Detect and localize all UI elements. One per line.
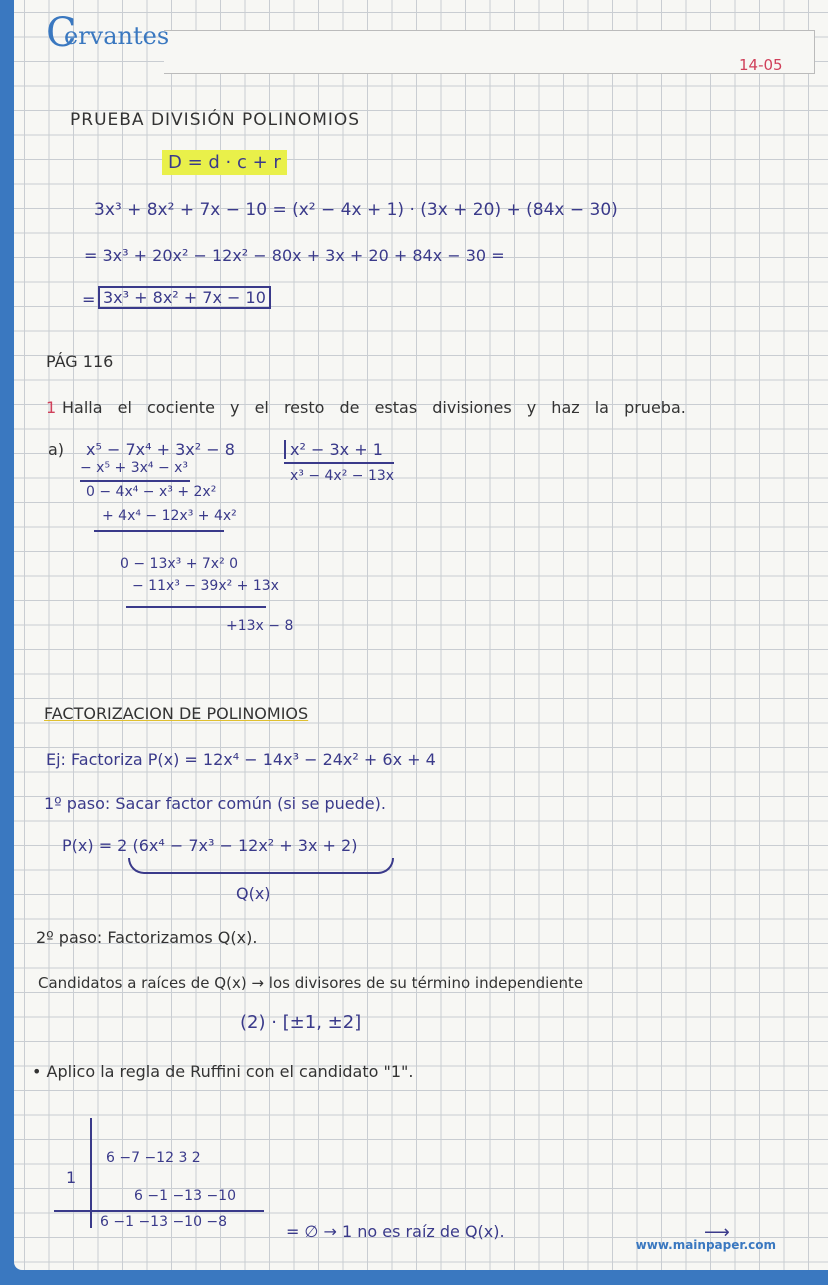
item-label: a) [48,440,65,459]
division-step: − 11x³ − 39x² + 13x [132,578,279,594]
conclusion: = ∅ → 1 no es raíz de Q(x). [286,1222,505,1241]
ruffini-candidate: 1 [66,1168,77,1187]
quotient: x³ − 4x² − 13x [290,468,395,484]
equation-line: 3x³ + 8x² + 7x − 10 = (x² − 4x + 1) · (3x + 20) + (84x − 30) [94,200,618,220]
formula-highlight: D = d · c + r [162,150,287,175]
equation-line: = 3x³ + 20x² − 12x² − 80x + 3x + 20 + 84x − 30 = [84,246,505,265]
step-2: 2º paso: Factorizamos Q(x). [36,928,258,947]
division-step: 0 − 13x³ + 7x² 0 [120,556,239,572]
exercise-text: Halla el cociente y el resto de estas divisiones y haz la prueba. [62,398,686,417]
ruffini-row: 6 −7 −12 3 2 [106,1150,201,1166]
ruffini-row: 6 −1 −13 −10 −8 [100,1214,228,1230]
date: 14-05 [739,56,783,74]
division-step: − x⁵ + 3x⁴ − x³ [80,460,189,476]
remainder: +13x − 8 [226,618,294,634]
exercise-number: 1 [46,398,57,417]
boxed-result: 3x³ + 8x² + 7x − 10 [98,286,271,309]
qx-label: Q(x) [236,884,271,903]
candidates-text: Candidatos a raíces de Q(x) → los divisores de su término independiente [38,974,584,992]
division-step: + 4x⁴ − 12x³ + 4x² [102,508,237,524]
division-step: 0 − 4x⁴ − x³ + 2x² [86,484,217,500]
header-box [164,30,815,74]
section-title: PRUEBA DIVISIÓN POLINOMIOS [70,110,361,130]
continue-arrow-icon: ⟶ [704,1222,730,1243]
brand-logo: C ervantes [46,10,170,56]
divisor: x² − 3x + 1 [284,440,383,459]
step-1: 1º paso: Sacar factor común (si se puede). [44,794,386,813]
ruffini-row: 6 −1 −13 −10 [134,1188,236,1204]
px-expression: P(x) = 2 (6x⁴ − 7x³ − 12x² + 3x + 2) [62,836,358,855]
equation-line: = [82,290,96,309]
example-line: Ej: Factoriza P(x) = 12x⁴ − 14x³ − 24x² + 6x + 4 [46,750,436,769]
section-title: FACTORIZACION DE POLINOMIOS [44,704,309,723]
notebook-page [14,0,828,1270]
divisors: (2) · [±1, ±2] [240,1012,362,1033]
ruffini-intro: • Aplico la regla de Ruffini con el candidato "1". [32,1062,414,1081]
page-reference: PÁG 116 [46,352,114,371]
footer-url: www.mainpaper.com [635,1238,776,1252]
dividend: x⁵ − 7x⁴ + 3x² − 8 [86,440,235,459]
